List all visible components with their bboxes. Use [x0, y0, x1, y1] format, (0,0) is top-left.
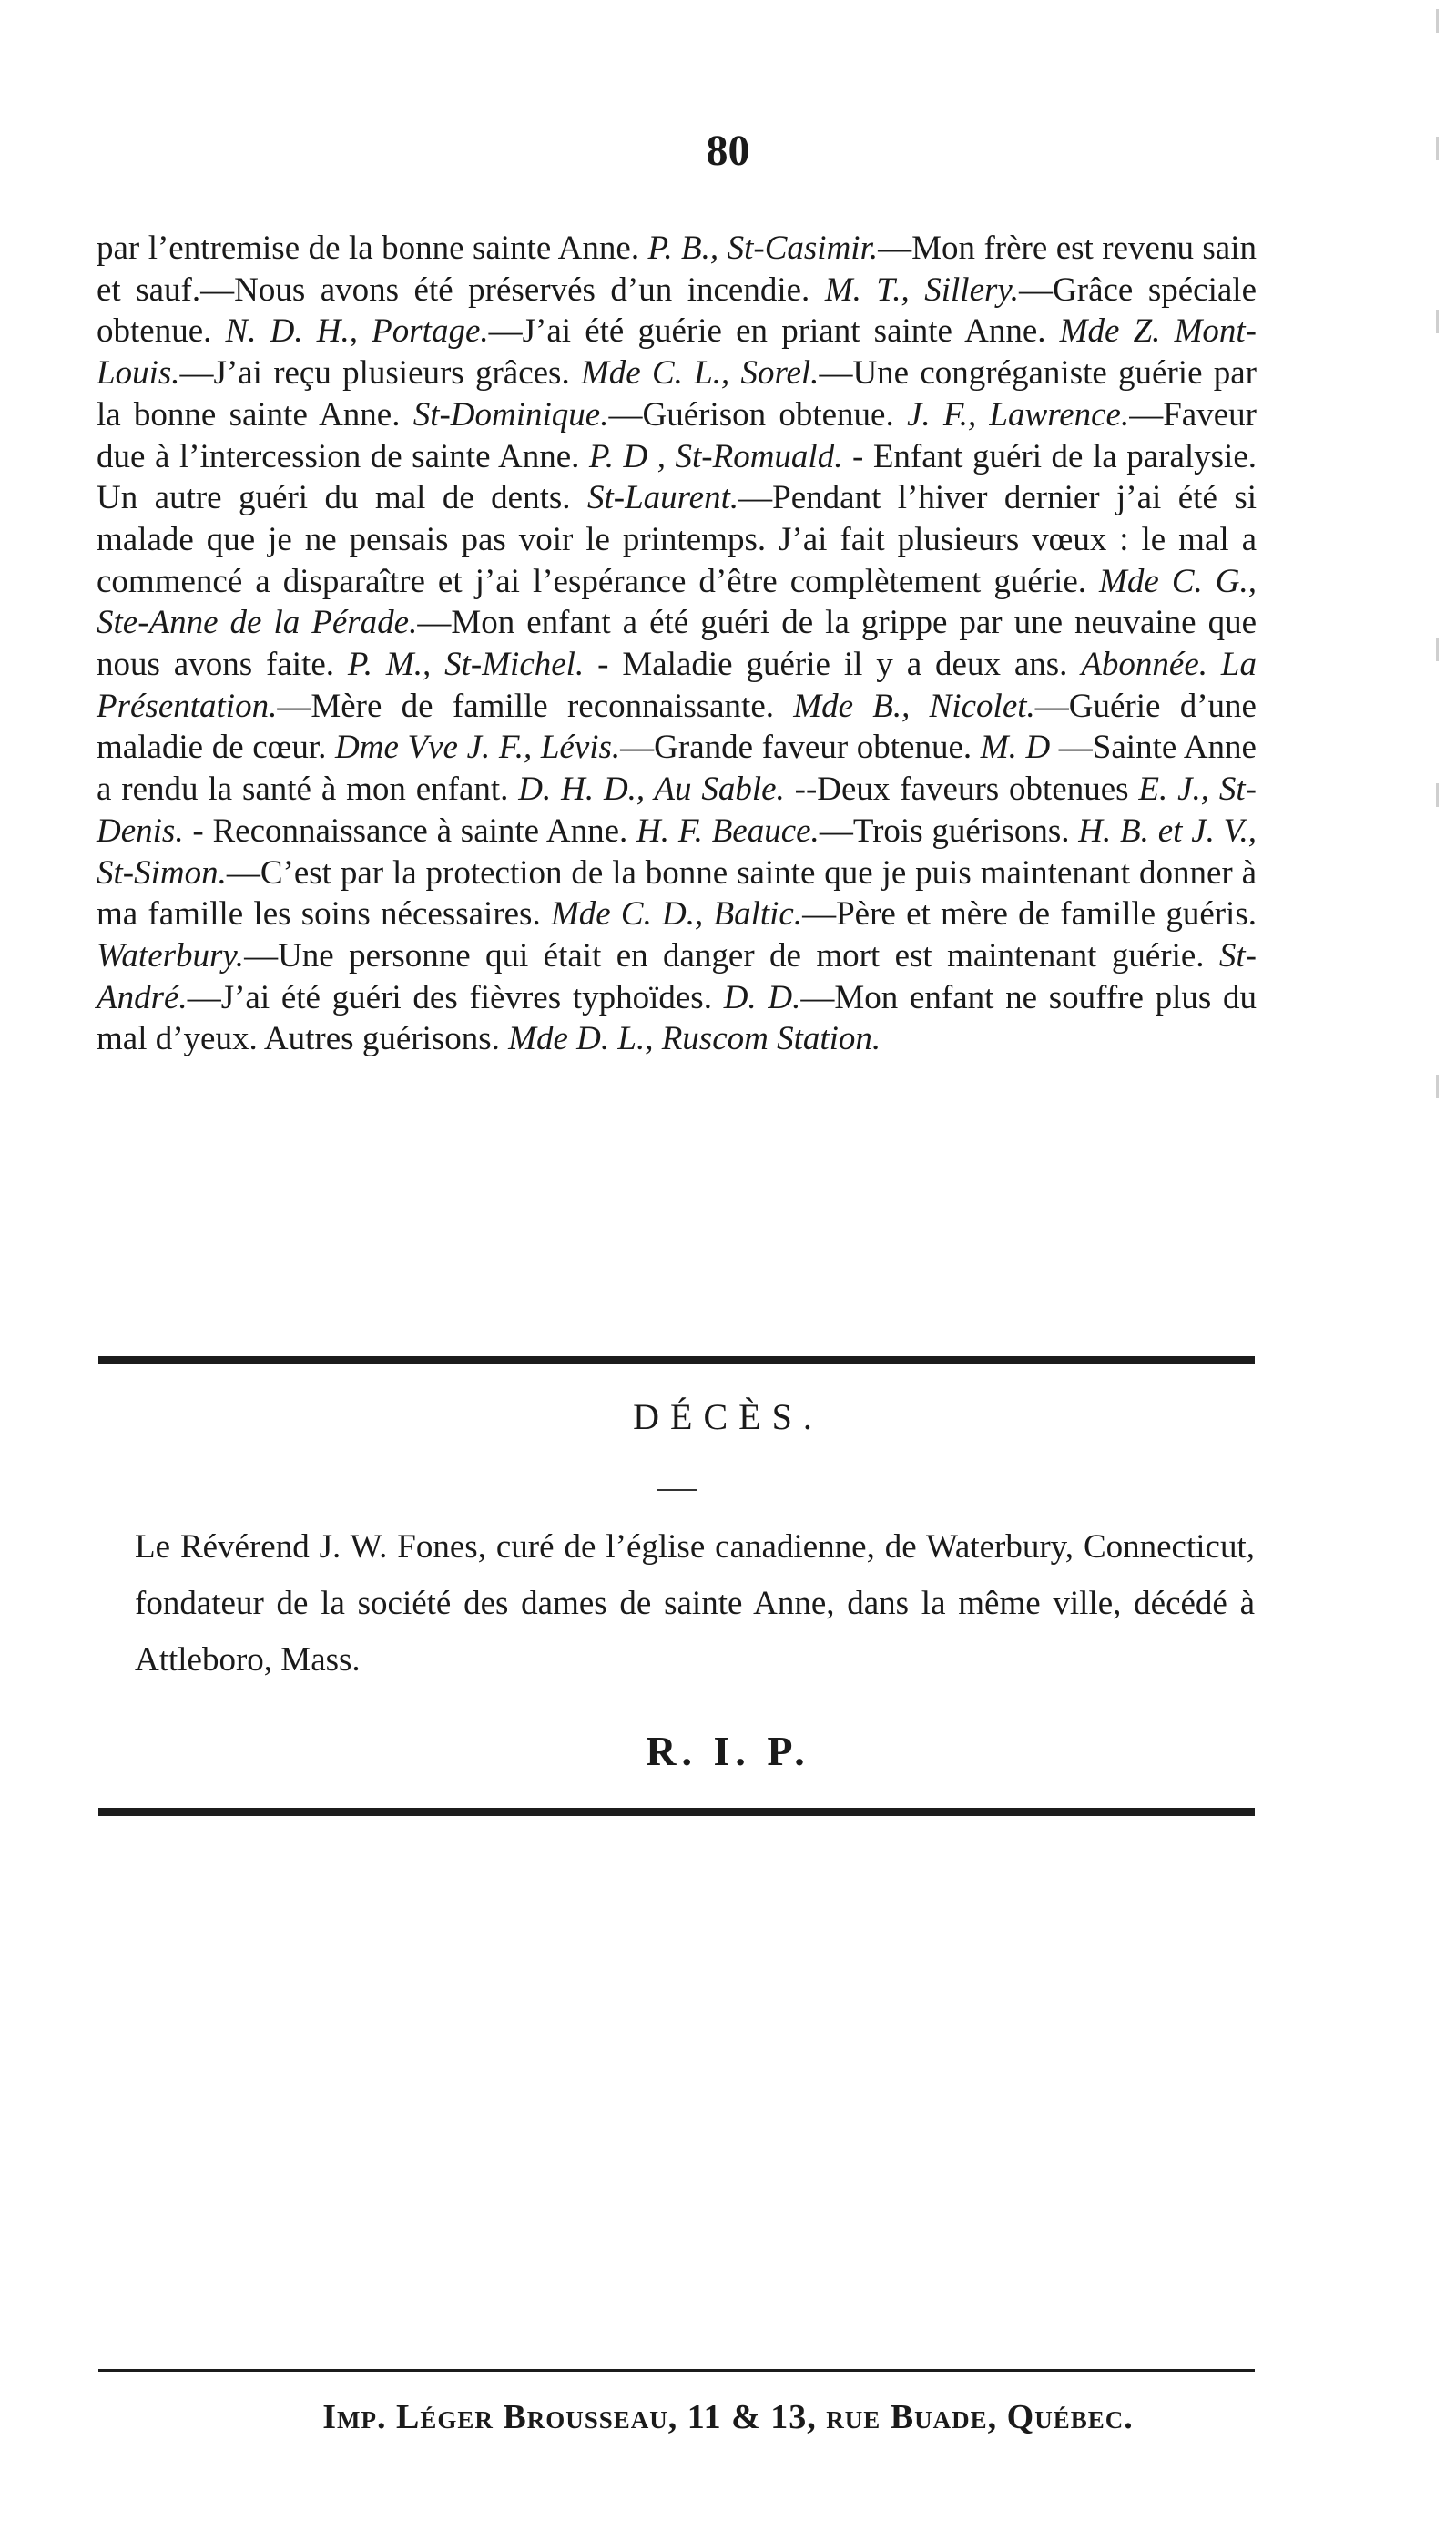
testimonial-signature: H. B. et J. V., St-Simon.	[97, 811, 1257, 892]
testimonial-text: —Mon enfant ne souffre plus du mal d’yeux. Autres guérisons.	[97, 978, 1257, 1058]
testimonial-signature: Mde C. D., Baltic.	[550, 895, 803, 934]
testimonial-text: —Une congréganiste guérie par la bonne sainte Anne.	[97, 354, 1257, 434]
obituary-notice	[135, 1519, 1255, 1689]
deces-heading: DÉCÈS.	[633, 1396, 823, 1437]
testimonial-signature: P. M., St-Michel.	[347, 646, 585, 684]
testimonial-signature: Abonnée. La Présentation.	[97, 646, 1257, 725]
testimonial-text: —Mère de famille reconnaissante.	[277, 687, 794, 725]
testimonial-signature: Mde C. G., Ste-Anne de la Pérade.	[97, 562, 1257, 642]
testimonial-text: —Grâce spéciale obtenue.	[97, 270, 1257, 351]
testimonial-text: —J’ai été guéri des fièvres typhoïdes.	[187, 978, 724, 1016]
testimonial-signature: N. D. H., Portage.	[225, 312, 489, 351]
section-divider-top	[98, 1356, 1255, 1364]
testimonial-text: --Deux faveurs obtenues	[784, 771, 1139, 809]
testimonial-text: par l’entremise de la bonne sainte Anne.	[97, 230, 648, 267]
testimonials-paragraph	[97, 228, 1257, 1060]
testimonial-signature: Mde C. L., Sorel.	[580, 354, 820, 393]
testimonial-text: —Guérison obtenue.	[608, 395, 907, 434]
page-number: 80	[706, 127, 750, 175]
testimonial-text: —Pendant l’hiver dernier j’ai été si malade que je ne pensais pas voir le printemps. J’ai fait plusieurs vœux : le mal a commencé a disparaître et j’ai l’espérance d’être complètement guérie.	[97, 479, 1257, 600]
testimonial-signature: Mde D. L., Ruscom Station.	[508, 1020, 881, 1058]
testimonial-text: - Enfant guéri de la paralysie. Un autre guéri du mal de dents.	[97, 437, 1257, 517]
rip-line: R. I. P.	[646, 1728, 810, 1774]
testimonial-text: —C’est par la protection de la bonne sainte que je puis maintenant donner à ma famille les soins nécessaires.	[97, 853, 1257, 934]
testimonial-text: - Maladie guérie il y a deux ans.	[584, 646, 1082, 684]
printer-imprint: Imp. Léger Brousseau, 11 & 13, rue Buade, Québec.	[322, 2398, 1134, 2436]
testimonial-text: —Guérie d’une maladie de cœur.	[97, 687, 1257, 767]
testimonial-signature: M. D	[980, 729, 1051, 767]
testimonial-text: —Faveur due à l’intercession de sainte Anne.	[97, 395, 1257, 475]
testimonial-signature: J. F., Lawrence.	[906, 395, 1130, 434]
section-divider-bottom	[98, 1808, 1255, 1816]
edge-mark	[1436, 1075, 1439, 1098]
testimonial-signature: Mde B., Nicolet.	[793, 687, 1035, 725]
testimonial-signature: St-André.	[97, 936, 1257, 1016]
testimonial-signature: P. D , St-Romuald.	[588, 437, 843, 475]
testimonial-text: —J’ai reçu plusieurs grâces.	[179, 354, 581, 393]
testimonial-signature: St-Laurent.	[586, 479, 739, 517]
heading-underline	[657, 1489, 697, 1491]
testimonial-signature: Waterbury.	[97, 936, 245, 975]
testimonial-text: —Trois guérisons.	[819, 811, 1079, 850]
testimonial-signature: E. J., St-Denis.	[97, 771, 1257, 850]
testimonial-signature: P. B., St-Casimir.	[647, 230, 879, 267]
testimonial-signature: Dme Vve J. F., Lévis.	[335, 729, 621, 767]
testimonial-text: —Mon frère est revenu sain et sauf.—Nous avons été préservés d’un incendie.	[97, 230, 1257, 309]
testimonial-text: —Grande faveur obtenue.	[620, 729, 981, 767]
testimonial-signature: St-Dominique.	[412, 395, 609, 434]
testimonial-signature: H. F. Beauce.	[636, 811, 820, 850]
testimonial-text: - Reconnaissance à sainte Anne.	[183, 811, 637, 850]
edge-mark	[1436, 783, 1439, 807]
edge-mark	[1436, 638, 1439, 661]
edge-mark	[1436, 9, 1439, 33]
imprint-divider	[98, 2369, 1255, 2372]
testimonial-signature: D. D.	[723, 978, 801, 1016]
testimonial-text: —Sainte Anne a rendu la santé à mon enfant.	[97, 729, 1257, 809]
testimonial-signature: Mde Z. Mont-Louis.	[97, 312, 1257, 393]
testimonial-signature: D. H. D., Au Sable.	[518, 771, 785, 809]
page-edge-marks	[1436, 0, 1440, 2521]
obituary-text: Le Révérend J. W. Fones, curé de l’église canadienne, de Waterbury, Connecticut, fondateur de la société des dames de sainte Anne, dans la même ville, décédé à Attleboro, Mass.	[135, 1528, 1255, 1679]
testimonial-text: —Une personne qui était en danger de mort est maintenant guérie.	[244, 936, 1219, 975]
edge-mark	[1436, 310, 1439, 333]
testimonial-text: —Père et mère de famille guéris.	[802, 895, 1257, 934]
testimonial-signature: M. T., Sillery.	[824, 270, 1020, 309]
testimonial-text: —J’ai été guérie en priant sainte Anne.	[488, 312, 1060, 351]
testimonial-text: —Mon enfant a été guéri de la grippe par une neuvaine que nous avons faite.	[97, 604, 1257, 684]
edge-mark	[1436, 137, 1439, 160]
